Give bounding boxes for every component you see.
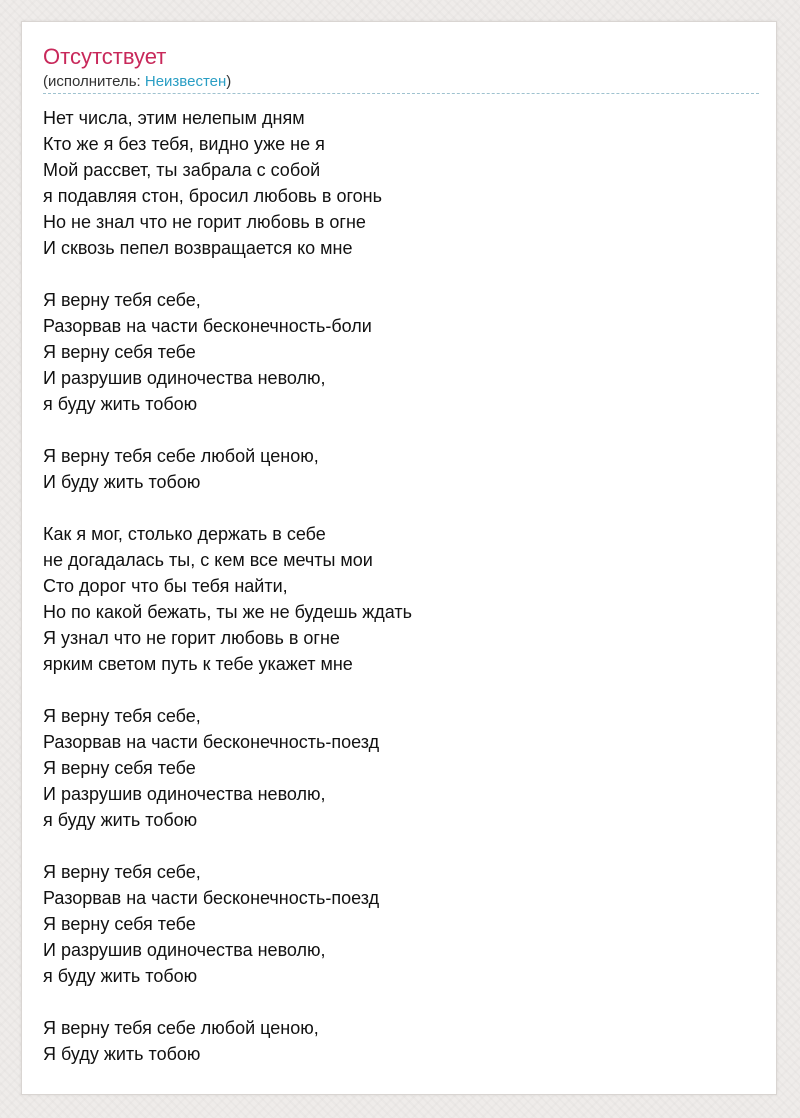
title-divider bbox=[43, 93, 759, 94]
lyric-line: И разрушив одиночества неволю, bbox=[43, 368, 326, 388]
lyric-line: И разрушив одиночества неволю, bbox=[43, 784, 326, 804]
stanza bbox=[43, 443, 759, 495]
lyric-line: Я буду жить тобою bbox=[43, 1044, 201, 1064]
lyric-line: я буду жить тобою bbox=[43, 810, 198, 830]
stanza bbox=[43, 703, 759, 833]
stanza bbox=[43, 287, 759, 417]
lyric-line: Сто дорог что бы тебя найти, bbox=[43, 576, 288, 596]
lyric-line: ярким светом путь к тебе укажет мне bbox=[43, 654, 353, 674]
lyric-line: Но не знал что не горит любовь в огне bbox=[43, 212, 366, 232]
lyric-line: Разорвав на части бесконечность-боли bbox=[43, 316, 372, 336]
lyric-line: Я верну тебя себе, bbox=[43, 706, 201, 726]
lyric-line: Как я мог, столько держать в себе bbox=[43, 524, 326, 544]
lyric-line: я подавляя стон, бросил любовь в огонь bbox=[43, 186, 382, 206]
lyric-line: Я верну тебя себе любой ценою, bbox=[43, 1018, 319, 1038]
artist-prefix: (исполнитель: bbox=[43, 73, 145, 90]
lyric-line: Я верну себя тебе bbox=[43, 342, 196, 362]
stanza bbox=[43, 105, 759, 261]
lyric-line: Я верну тебя себе, bbox=[43, 862, 201, 882]
lyric-line: Разорвав на части бесконечность-поезд bbox=[43, 888, 380, 908]
lyric-line: Разорвав на части бесконечность-поезд bbox=[43, 732, 380, 752]
lyric-line: не догадалась ты, с кем все мечты мои bbox=[43, 550, 373, 570]
lyric-line: Я верну тебя себе любой ценою, bbox=[43, 446, 319, 466]
song-title: Отсутствует bbox=[43, 44, 167, 69]
lyric-line: Нет числа, этим нелепым дням bbox=[43, 108, 305, 128]
artist-link[interactable]: Неизвестен bbox=[144, 73, 227, 90]
lyric-line: Кто же я без тебя, видно уже не я bbox=[43, 134, 325, 154]
lyrics-sheet bbox=[21, 21, 777, 1095]
lyric-line: я буду жить тобою bbox=[43, 966, 198, 986]
lyric-line: И сквозь пепел возвращается ко мне bbox=[43, 238, 353, 258]
artist-line bbox=[43, 72, 231, 92]
lyric-line: Я верну тебя себе, bbox=[43, 290, 201, 310]
lyric-line: Я верну себя тебе bbox=[43, 758, 196, 778]
lyric-line: я буду жить тобою bbox=[43, 394, 198, 414]
lyric-line: Мой рассвет, ты забрала с собой bbox=[43, 160, 321, 180]
lyric-line: Я узнал что не горит любовь в огне bbox=[43, 628, 340, 648]
lyric-line: Я верну себя тебе bbox=[43, 914, 196, 934]
lyric-line: И буду жить тобою bbox=[43, 472, 201, 492]
stanza bbox=[43, 859, 759, 989]
artist-suffix: ) bbox=[226, 73, 232, 90]
lyric-line: И разрушив одиночества неволю, bbox=[43, 940, 326, 960]
lyric-line: Но по какой бежать, ты же не будешь ждать bbox=[43, 602, 413, 622]
stanza bbox=[43, 521, 759, 677]
stanza bbox=[43, 1015, 759, 1067]
lyrics-body bbox=[43, 105, 759, 1093]
